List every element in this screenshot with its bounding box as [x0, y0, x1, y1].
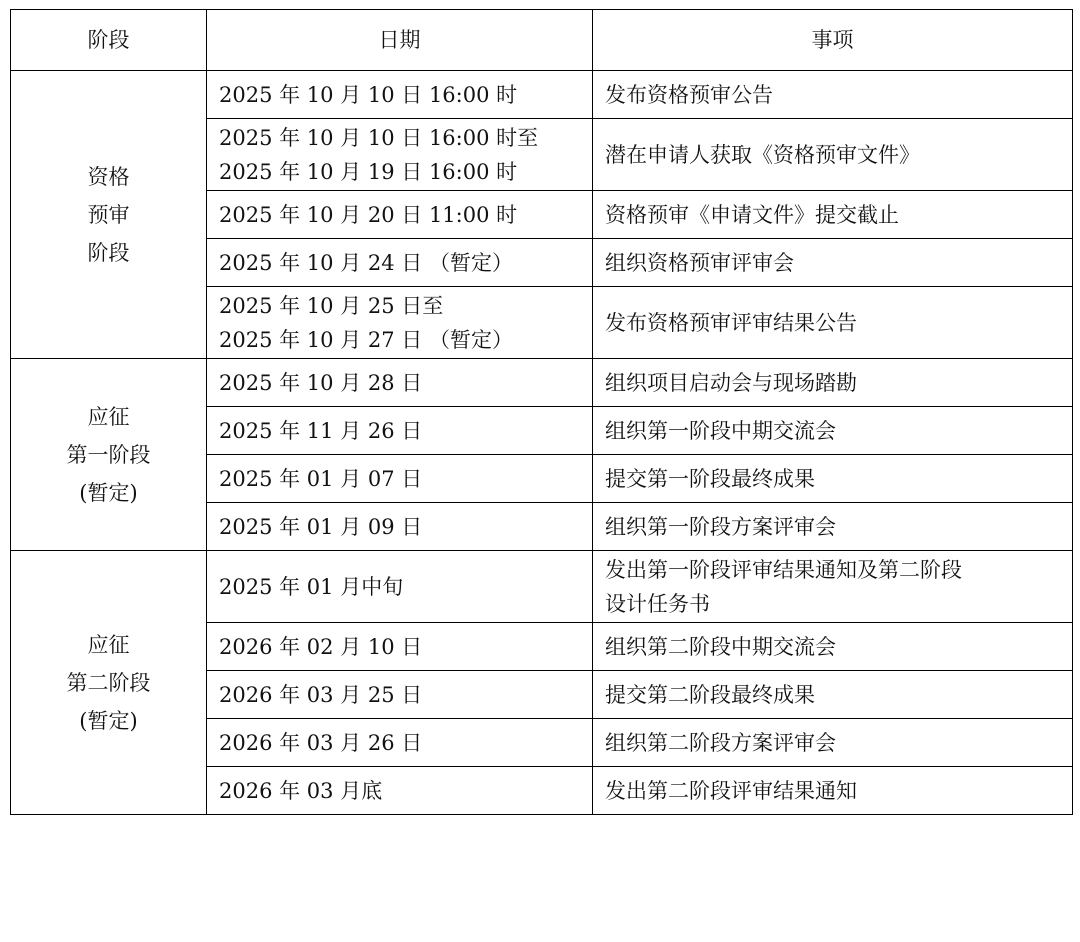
- item-text-line: 发布资格预审评审结果公告: [605, 310, 857, 335]
- stage-cell: [11, 551, 207, 815]
- stage-label-line: (暂定): [79, 480, 138, 505]
- header-date: 日期: [207, 10, 593, 71]
- date-cell: [207, 119, 593, 191]
- item-cell: [593, 71, 1073, 119]
- date-cell: [207, 71, 593, 119]
- item-text-line: 发布资格预审公告: [605, 82, 773, 107]
- date-cell: [207, 503, 593, 551]
- date-text-line: 2026 年 03 月底: [219, 778, 383, 803]
- stage-label-line: (暂定): [79, 708, 138, 733]
- date-cell: [207, 359, 593, 407]
- item-cell: [593, 119, 1073, 191]
- date-text-line: 2025 年 10 月 27 日 （暂定）: [219, 327, 513, 352]
- item-cell: [593, 287, 1073, 359]
- date-cell: [207, 287, 593, 359]
- date-cell: [207, 455, 593, 503]
- item-cell: [593, 551, 1073, 623]
- stage-label-line: 第二阶段: [66, 670, 151, 695]
- item-text-line: 组织资格预审评审会: [605, 250, 794, 275]
- item-cell: [593, 623, 1073, 671]
- item-text-line: 提交第二阶段最终成果: [605, 682, 815, 707]
- item-text-line: 组织第二阶段方案评审会: [605, 730, 836, 755]
- date-text-line: 2025 年 10 月 20 日 11:00 时: [219, 202, 518, 227]
- date-text-line: 2025 年 01 月中旬: [219, 574, 404, 599]
- table-row: [11, 71, 1073, 119]
- item-cell: [593, 407, 1073, 455]
- date-text-line: 2025 年 10 月 10 日 16:00 时至: [219, 125, 539, 150]
- item-text-line: 发出第二阶段评审结果通知: [605, 778, 857, 803]
- item-cell: [593, 503, 1073, 551]
- table-row: [11, 551, 1073, 623]
- stage-label-line: 第一阶段: [66, 442, 151, 467]
- date-text-line: 2025 年 11 月 26 日: [219, 418, 423, 443]
- item-text-line: 组织第一阶段中期交流会: [605, 418, 836, 443]
- date-text-line: 2026 年 03 月 26 日: [219, 730, 423, 755]
- item-cell: [593, 191, 1073, 239]
- date-text-line: 2025 年 10 月 10 日 16:00 时: [219, 82, 518, 107]
- item-cell: [593, 767, 1073, 815]
- date-text-line: 2025 年 10 月 19 日 16:00 时: [219, 159, 518, 184]
- date-cell: [207, 239, 593, 287]
- date-text-line: 2025 年 01 月 07 日: [219, 466, 423, 491]
- date-cell: [207, 191, 593, 239]
- item-text-line: 组织第一阶段方案评审会: [605, 514, 836, 539]
- item-text-line: 设计任务书: [605, 591, 710, 616]
- date-cell: [207, 551, 593, 623]
- header-stage: 阶段: [11, 10, 207, 71]
- header-item: 事项: [593, 10, 1073, 71]
- item-cell: [593, 671, 1073, 719]
- date-text-line: 2026 年 02 月 10 日: [219, 634, 423, 659]
- item-text-line: 资格预审《申请文件》提交截止: [605, 202, 899, 227]
- header-row: [11, 10, 1073, 71]
- date-text-line: 2025 年 10 月 25 日至: [219, 293, 444, 318]
- item-cell: [593, 719, 1073, 767]
- stage-label-line: 预审: [87, 202, 130, 227]
- stage-label-line: 资格: [87, 164, 130, 189]
- date-cell: [207, 719, 593, 767]
- stage-label-line: 应征: [87, 404, 130, 429]
- table-header: [11, 10, 1073, 71]
- date-cell: [207, 407, 593, 455]
- item-text-line: 潜在申请人获取《资格预审文件》: [605, 142, 920, 167]
- item-text-line: 发出第一阶段评审结果通知及第二阶段: [605, 557, 962, 582]
- date-text-line: 2025 年 10 月 24 日 （暂定）: [219, 250, 513, 275]
- stage-cell: [11, 359, 207, 551]
- table-row: [11, 359, 1073, 407]
- item-cell: [593, 359, 1073, 407]
- stage-cell: [11, 71, 207, 359]
- stage-label-line: 应征: [87, 632, 130, 657]
- item-text-line: 提交第一阶段最终成果: [605, 466, 815, 491]
- date-cell: [207, 767, 593, 815]
- stage-label-line: 阶段: [87, 240, 130, 265]
- date-text-line: 2026 年 03 月 25 日: [219, 682, 423, 707]
- date-text-line: 2025 年 01 月 09 日: [219, 514, 423, 539]
- schedule-table: [10, 9, 1073, 815]
- date-cell: [207, 623, 593, 671]
- item-text-line: 组织第二阶段中期交流会: [605, 634, 836, 659]
- item-text-line: 组织项目启动会与现场踏勘: [605, 370, 857, 395]
- date-cell: [207, 671, 593, 719]
- item-cell: [593, 239, 1073, 287]
- date-text-line: 2025 年 10 月 28 日: [219, 370, 423, 395]
- item-cell: [593, 455, 1073, 503]
- table-body: [11, 71, 1073, 815]
